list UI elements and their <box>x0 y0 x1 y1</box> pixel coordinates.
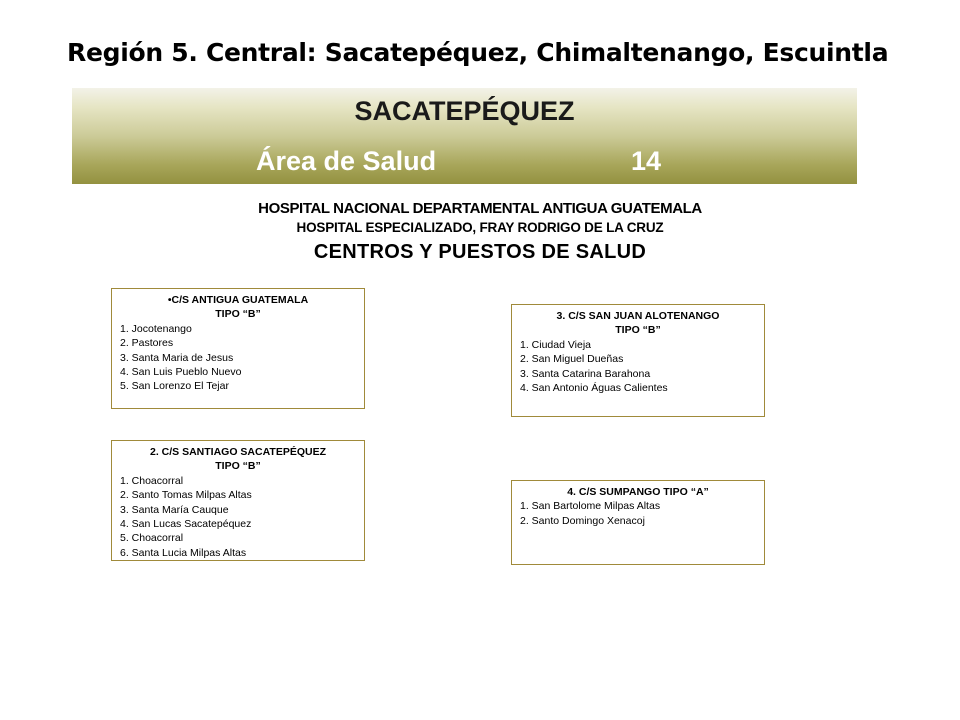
health-post-item: 1. Jocotenango <box>120 322 192 335</box>
slide-title: Región 5. Central: Sacatepéquez, Chimaltenango, Escuintla <box>67 38 889 67</box>
health-center-box-alotenango <box>511 304 765 417</box>
health-center-title: 3. C/S SAN JUAN ALOTENANGO <box>556 310 720 322</box>
hospital-especializado-title: HOSPITAL ESPECIALIZADO, FRAY RODRIGO DE LA CRUZ <box>296 220 664 235</box>
health-post-item: 1. Choacorral <box>120 474 184 487</box>
health-post-item: 2. San Miguel Dueñas <box>520 353 624 366</box>
section-heading: CENTROS Y PUESTOS DE SALUD <box>313 241 647 263</box>
health-post-item: 3. Santa Catarina Barahona <box>520 367 651 380</box>
health-post-item: 2. Pastores <box>120 337 174 350</box>
health-center-box-antigua <box>111 288 365 409</box>
health-post-item: 5. San Lorenzo El Tejar <box>120 380 229 393</box>
health-center-title: •C/S ANTIGUA GUATEMALA <box>167 294 309 306</box>
health-posts-list <box>120 322 356 394</box>
health-post-item: 2. Santo Domingo Xenacoj <box>520 514 645 527</box>
health-area-number: 14 <box>631 146 662 176</box>
health-post-item: 4. San Antonio Águas Calientes <box>520 382 668 395</box>
health-post-item: 3. Santa María Cauque <box>120 503 229 516</box>
health-post-item: 5. Choacorral <box>120 532 184 545</box>
health-post-item: 2. Santo Tomas Milpas Altas <box>120 489 252 502</box>
health-posts-list <box>520 338 756 396</box>
health-center-type: TIPO “B” <box>615 324 661 337</box>
health-center-box-santiago <box>111 440 365 561</box>
health-posts-list <box>520 499 756 528</box>
health-area-label: Área de Salud <box>256 146 437 176</box>
health-post-item: 4. San Lucas Sacatepéquez <box>120 518 252 531</box>
health-post-item: 3. Santa Maria de Jesus <box>120 351 234 364</box>
health-post-item: 4. San Luis Pueblo Nuevo <box>120 366 242 379</box>
health-post-item: 1. San Bartolome Milpas Altas <box>520 500 661 513</box>
health-center-title: 4. C/S SUMPANGO TIPO “A” <box>567 486 709 498</box>
health-center-type: TIPO “B” <box>215 460 261 473</box>
health-posts-list <box>120 474 356 560</box>
department-name: SACATEPÉQUEZ <box>354 96 575 126</box>
health-post-item: 1. Ciudad Vieja <box>520 338 592 351</box>
health-center-title: 2. C/S SANTIAGO SACATEPÉQUEZ <box>150 446 326 458</box>
health-center-type: TIPO “B” <box>215 308 261 321</box>
department-banner <box>72 88 857 184</box>
health-post-item: 6. Santa Lucia Milpas Altas <box>120 546 247 559</box>
health-center-box-sumpango <box>511 480 765 565</box>
hospital-nacional-title: HOSPITAL NACIONAL DEPARTAMENTAL ANTIGUA GUATEMALA <box>258 200 702 217</box>
